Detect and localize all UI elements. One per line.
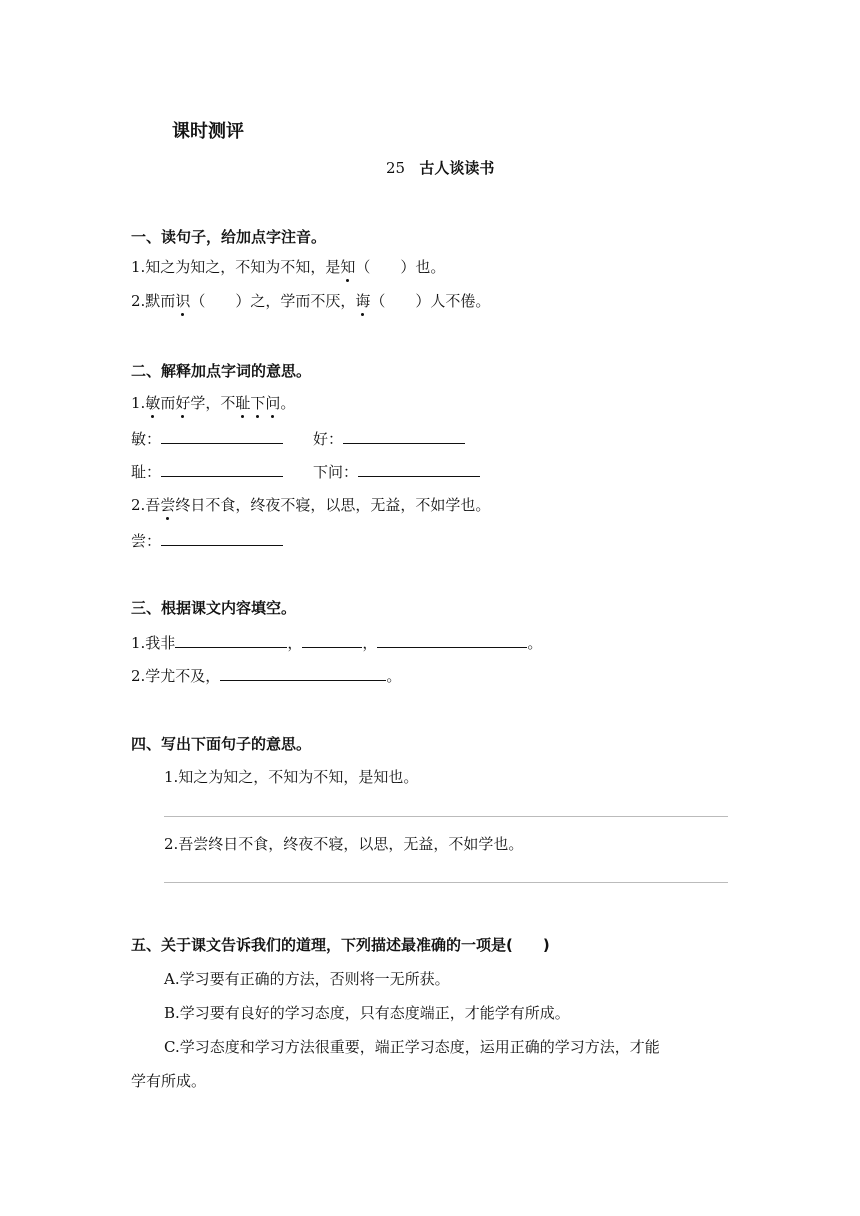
dotted-char: 尝 [160, 496, 176, 514]
dotted-char: 敏 [145, 394, 161, 412]
answer-line[interactable] [343, 429, 465, 444]
field-label: 尝： [131, 532, 162, 550]
field-label: 敏： [131, 430, 162, 448]
answer-line[interactable] [164, 816, 728, 817]
answer-line[interactable] [161, 462, 283, 477]
field-label: 下问： [313, 463, 359, 481]
dotted-char: 耻 [235, 394, 251, 412]
field-hao [313, 428, 465, 449]
answer-line[interactable] [161, 531, 283, 546]
option-b[interactable]: B.学习要有良好的学习态度，只有态度端正，才能学有所成。 [164, 1004, 570, 1022]
option-a[interactable]: A.学习要有正确的方法，否则将一无所获。 [164, 970, 450, 988]
lesson-number: 25 [386, 159, 406, 177]
lesson-name: 古人谈读书 [419, 159, 495, 177]
dotted-char: 识 [175, 292, 191, 310]
section-5-heading: 五、关于课文告诉我们的道理，下列描述最准确的一项是( ) [131, 936, 550, 954]
field-xiawen [313, 461, 480, 482]
page-title: 课时测评 [172, 121, 244, 142]
field-label: 耻： [131, 463, 162, 481]
s3-question-2: 2.学尤不及， 。 [131, 667, 402, 685]
dotted-char: 诲 [355, 292, 371, 310]
answer-line[interactable] [220, 666, 386, 681]
dotted-char: 好 [175, 394, 191, 412]
s1-question-1: 1.知之为知之，不知为不知，是知（ ）也。 [131, 258, 446, 276]
section-2-heading: 二、解释加点字词的意思。 [131, 362, 312, 380]
s4-question-2: 2.吾尝终日不食，终夜不寝，以思，无益，不如学也。 [164, 835, 524, 853]
answer-line[interactable] [175, 633, 287, 648]
answer-blank[interactable]: （ ） [190, 292, 251, 310]
section-1-heading: 一、读句子，给加点字注音。 [131, 228, 327, 246]
dotted-char: 下 [250, 394, 266, 412]
section-3-heading: 三、根据课文内容填空。 [131, 599, 297, 617]
lesson-title [386, 157, 494, 178]
dotted-char: 问 [265, 394, 281, 412]
s4-question-1: 1.知之为知之，不知为不知，是知也。 [164, 768, 419, 786]
field-chi [131, 461, 283, 482]
answer-line[interactable] [164, 882, 728, 883]
answer-blank[interactable]: （ ） [370, 292, 431, 310]
field-chang [131, 530, 283, 551]
s3-question-1: 1.我非 ， ， 。 [131, 634, 543, 652]
s2-question-1: 1.敏而好学，不耻下问。 [131, 394, 296, 412]
answer-line[interactable] [161, 429, 283, 444]
option-c-line-1[interactable]: C.学习态度和学习方法很重要，端正学习态度，运用正确的学习方法，才能 [164, 1038, 660, 1056]
option-c-line-2[interactable]: 学有所成。 [131, 1072, 207, 1090]
answer-line[interactable] [358, 462, 480, 477]
answer-blank[interactable]: （ ） [355, 258, 416, 276]
s2-question-2: 2.吾尝终日不食，终夜不寝，以思，无益，不如学也。 [131, 496, 491, 514]
dotted-char: 知 [340, 258, 356, 276]
answer-line[interactable] [377, 633, 527, 648]
section-4-heading: 四、写出下面句子的意思。 [131, 735, 312, 753]
field-min [131, 428, 283, 449]
answer-line[interactable] [302, 633, 362, 648]
field-label: 好： [313, 430, 344, 448]
s1-question-2: 2.默而识（ ）之，学而不厌，诲（ ）人不倦。 [131, 292, 491, 310]
